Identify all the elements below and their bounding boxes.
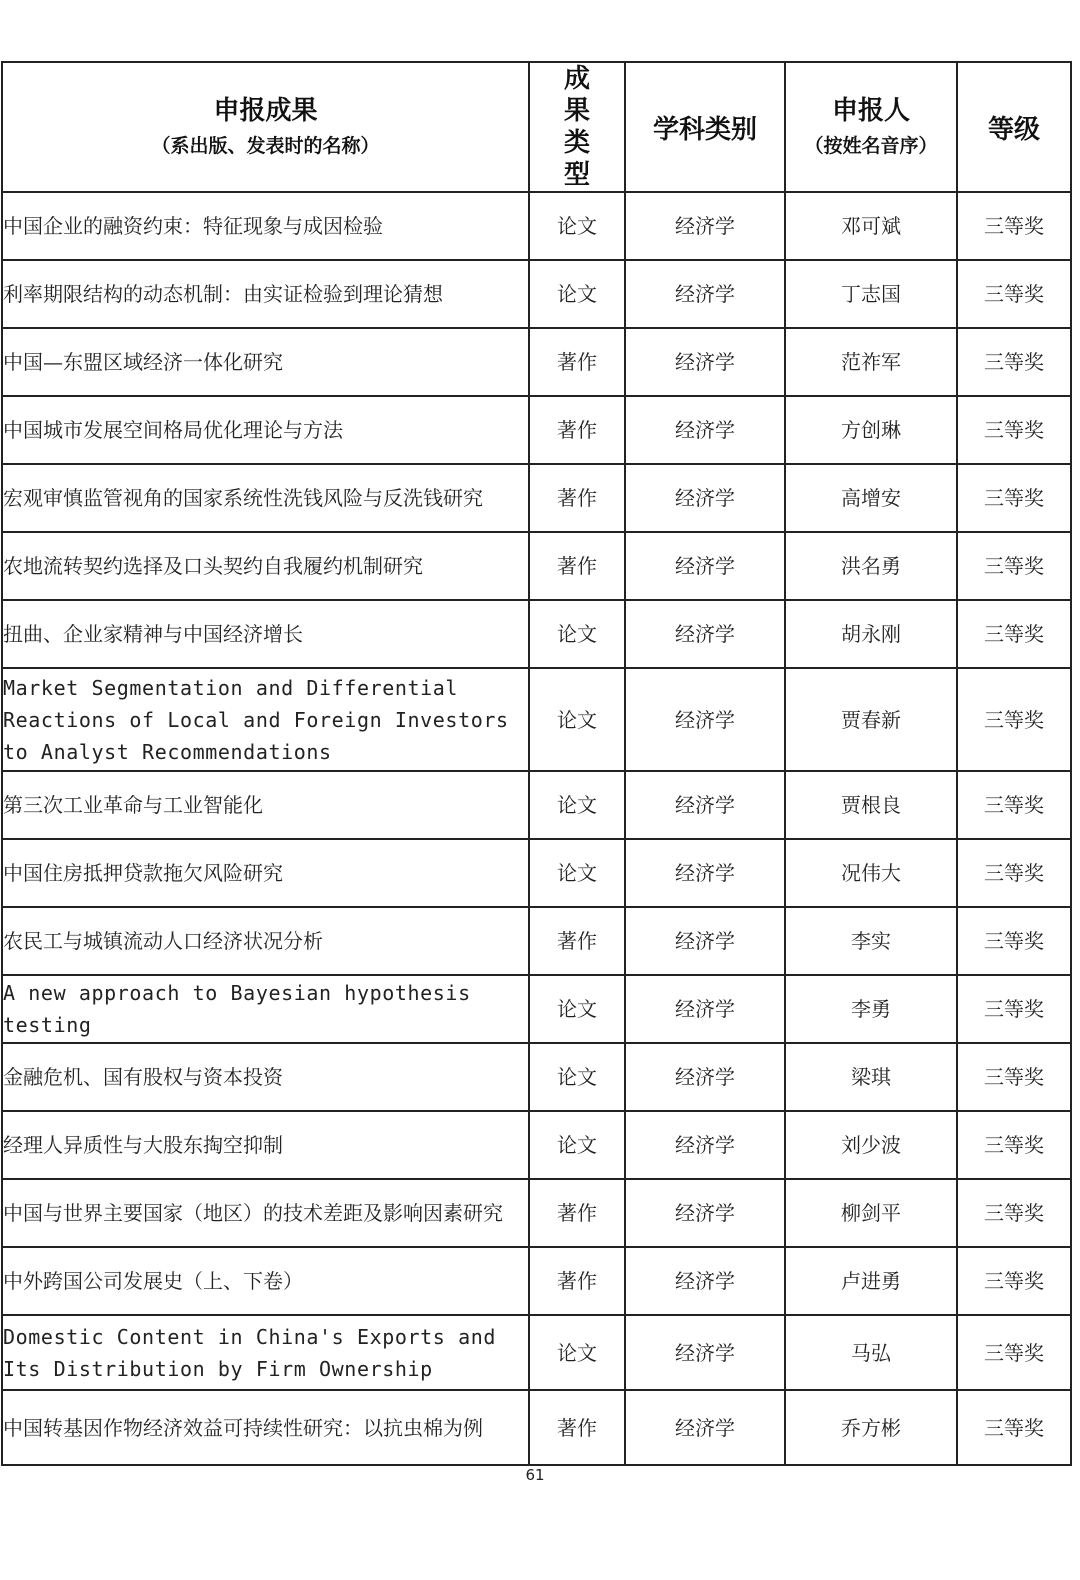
cell-discipline: 经济学 <box>625 1315 785 1390</box>
cell-applicant: 况伟大 <box>785 839 957 907</box>
table-row <box>2 532 1071 600</box>
header-grade <box>957 62 1071 192</box>
header-type <box>529 62 625 192</box>
table-row <box>2 1111 1071 1179</box>
cell-grade: 三等奖 <box>957 975 1071 1043</box>
cell-type: 论文 <box>529 975 625 1043</box>
cell-title: 宏观审慎监管视角的国家系统性洗钱风险与反洗钱研究 <box>2 464 529 532</box>
cell-grade: 三等奖 <box>957 464 1071 532</box>
cell-discipline: 经济学 <box>625 1247 785 1315</box>
table-row <box>2 192 1071 260</box>
header-applicant-main: 申报人 <box>831 96 910 126</box>
cell-type: 论文 <box>529 1043 625 1111</box>
cell-discipline: 经济学 <box>625 260 785 328</box>
cell-discipline: 经济学 <box>625 1179 785 1247</box>
cell-grade: 三等奖 <box>957 1111 1071 1179</box>
table-row <box>2 907 1071 975</box>
cell-title: 利率期限结构的动态机制：由实证检验到理论猜想 <box>2 260 529 328</box>
cell-applicant: 乔方彬 <box>785 1390 957 1465</box>
cell-grade: 三等奖 <box>957 907 1071 975</box>
table-body <box>2 192 1071 1465</box>
cell-type: 著作 <box>529 532 625 600</box>
cell-title: 扭曲、企业家精神与中国经济增长 <box>2 600 529 668</box>
cell-applicant: 梁琪 <box>785 1043 957 1111</box>
header-title <box>2 62 529 192</box>
cell-grade: 三等奖 <box>957 1179 1071 1247</box>
cell-title: 中国住房抵押贷款拖欠风险研究 <box>2 839 529 907</box>
cell-discipline: 经济学 <box>625 839 785 907</box>
cell-discipline: 经济学 <box>625 1111 785 1179</box>
cell-type: 著作 <box>529 328 625 396</box>
cell-title: 中国与世界主要国家（地区）的技术差距及影响因素研究 <box>2 1179 529 1247</box>
cell-grade: 三等奖 <box>957 1247 1071 1315</box>
cell-applicant: 李实 <box>785 907 957 975</box>
cell-discipline: 经济学 <box>625 192 785 260</box>
cell-applicant: 胡永刚 <box>785 600 957 668</box>
cell-title: 中外跨国公司发展史（上、下卷） <box>2 1247 529 1315</box>
cell-grade: 三等奖 <box>957 260 1071 328</box>
header-title-sub: （系出版、发表时的名称） <box>151 135 380 157</box>
cell-discipline: 经济学 <box>625 464 785 532</box>
cell-type: 著作 <box>529 396 625 464</box>
cell-applicant: 刘少波 <box>785 1111 957 1179</box>
table-row <box>2 396 1071 464</box>
table-row <box>2 1315 1071 1390</box>
cell-title: 中国城市发展空间格局优化理论与方法 <box>2 396 529 464</box>
cell-discipline: 经济学 <box>625 1390 785 1465</box>
cell-applicant: 邓可斌 <box>785 192 957 260</box>
cell-applicant: 方创琳 <box>785 396 957 464</box>
cell-applicant: 卢进勇 <box>785 1247 957 1315</box>
cell-type: 著作 <box>529 464 625 532</box>
cell-applicant: 贾春新 <box>785 668 957 771</box>
cell-applicant: 范祚军 <box>785 328 957 396</box>
cell-title: 金融危机、国有股权与资本投资 <box>2 1043 529 1111</box>
cell-grade: 三等奖 <box>957 192 1071 260</box>
cell-grade: 三等奖 <box>957 668 1071 771</box>
cell-discipline: 经济学 <box>625 668 785 771</box>
cell-title: 农地流转契约选择及口头契约自我履约机制研究 <box>2 532 529 600</box>
cell-type: 论文 <box>529 1315 625 1390</box>
table-row <box>2 1179 1071 1247</box>
cell-grade: 三等奖 <box>957 396 1071 464</box>
table-row <box>2 464 1071 532</box>
cell-type: 著作 <box>529 1179 625 1247</box>
table-row <box>2 771 1071 839</box>
cell-type: 著作 <box>529 1247 625 1315</box>
header-discipline <box>625 62 785 192</box>
cell-title: A new approach to Bayesian hypothesis testing <box>2 975 529 1043</box>
header-discipline-label: 学科类别 <box>652 114 757 145</box>
header-grade-label: 等级 <box>987 114 1040 145</box>
table-row <box>2 1390 1071 1465</box>
cell-type: 论文 <box>529 192 625 260</box>
cell-grade: 三等奖 <box>957 1315 1071 1390</box>
cell-title: Domestic Content in China's Exports and Its Distribution by Firm Ownership <box>2 1315 529 1390</box>
cell-discipline: 经济学 <box>625 1043 785 1111</box>
cell-title: 中国企业的融资约束：特征现象与成因检验 <box>2 192 529 260</box>
header-applicant <box>785 62 957 192</box>
table-row <box>2 600 1071 668</box>
cell-grade: 三等奖 <box>957 328 1071 396</box>
cell-type: 著作 <box>529 907 625 975</box>
cell-type: 论文 <box>529 600 625 668</box>
table-row <box>2 1247 1071 1315</box>
table-header <box>2 62 1071 192</box>
cell-type: 论文 <box>529 839 625 907</box>
cell-discipline: 经济学 <box>625 396 785 464</box>
cell-grade: 三等奖 <box>957 532 1071 600</box>
award-table <box>1 61 1072 1466</box>
cell-type: 著作 <box>529 1390 625 1465</box>
header-row <box>2 62 1071 192</box>
table-row <box>2 839 1071 907</box>
cell-title: Market Segmentation and Differential Reactions of Local and Foreign Investors to Analyst Recommendations <box>2 668 529 771</box>
cell-discipline: 经济学 <box>625 771 785 839</box>
cell-grade: 三等奖 <box>957 839 1071 907</box>
cell-title: 经理人异质性与大股东掏空抑制 <box>2 1111 529 1179</box>
cell-discipline: 经济学 <box>625 907 785 975</box>
cell-discipline: 经济学 <box>625 975 785 1043</box>
cell-type: 论文 <box>529 1111 625 1179</box>
table-row <box>2 668 1071 771</box>
cell-title: 中国—东盟区域经济一体化研究 <box>2 328 529 396</box>
cell-grade: 三等奖 <box>957 1043 1071 1111</box>
cell-applicant: 丁志国 <box>785 260 957 328</box>
cell-title: 中国转基因作物经济效益可持续性研究：以抗虫棉为例 <box>2 1390 529 1465</box>
cell-type: 论文 <box>529 260 625 328</box>
table-row <box>2 260 1071 328</box>
cell-type: 论文 <box>529 668 625 771</box>
cell-applicant: 洪名勇 <box>785 532 957 600</box>
cell-discipline: 经济学 <box>625 532 785 600</box>
cell-applicant: 李勇 <box>785 975 957 1043</box>
cell-title: 农民工与城镇流动人口经济状况分析 <box>2 907 529 975</box>
table-row <box>2 1043 1071 1111</box>
cell-discipline: 经济学 <box>625 600 785 668</box>
header-applicant-sub: （按姓名音序） <box>804 135 938 157</box>
cell-applicant: 高增安 <box>785 464 957 532</box>
header-type-label: 成果类型 <box>563 64 590 190</box>
page-number: 61 <box>525 1466 545 1484</box>
cell-type: 论文 <box>529 771 625 839</box>
cell-grade: 三等奖 <box>957 771 1071 839</box>
cell-applicant: 贾根良 <box>785 771 957 839</box>
table-row <box>2 328 1071 396</box>
cell-discipline: 经济学 <box>625 328 785 396</box>
cell-grade: 三等奖 <box>957 600 1071 668</box>
cell-applicant: 马弘 <box>785 1315 957 1390</box>
table-row <box>2 975 1071 1043</box>
cell-grade: 三等奖 <box>957 1390 1071 1465</box>
header-title-main: 申报成果 <box>213 96 318 126</box>
cell-title: 第三次工业革命与工业智能化 <box>2 771 529 839</box>
cell-applicant: 柳剑平 <box>785 1179 957 1247</box>
